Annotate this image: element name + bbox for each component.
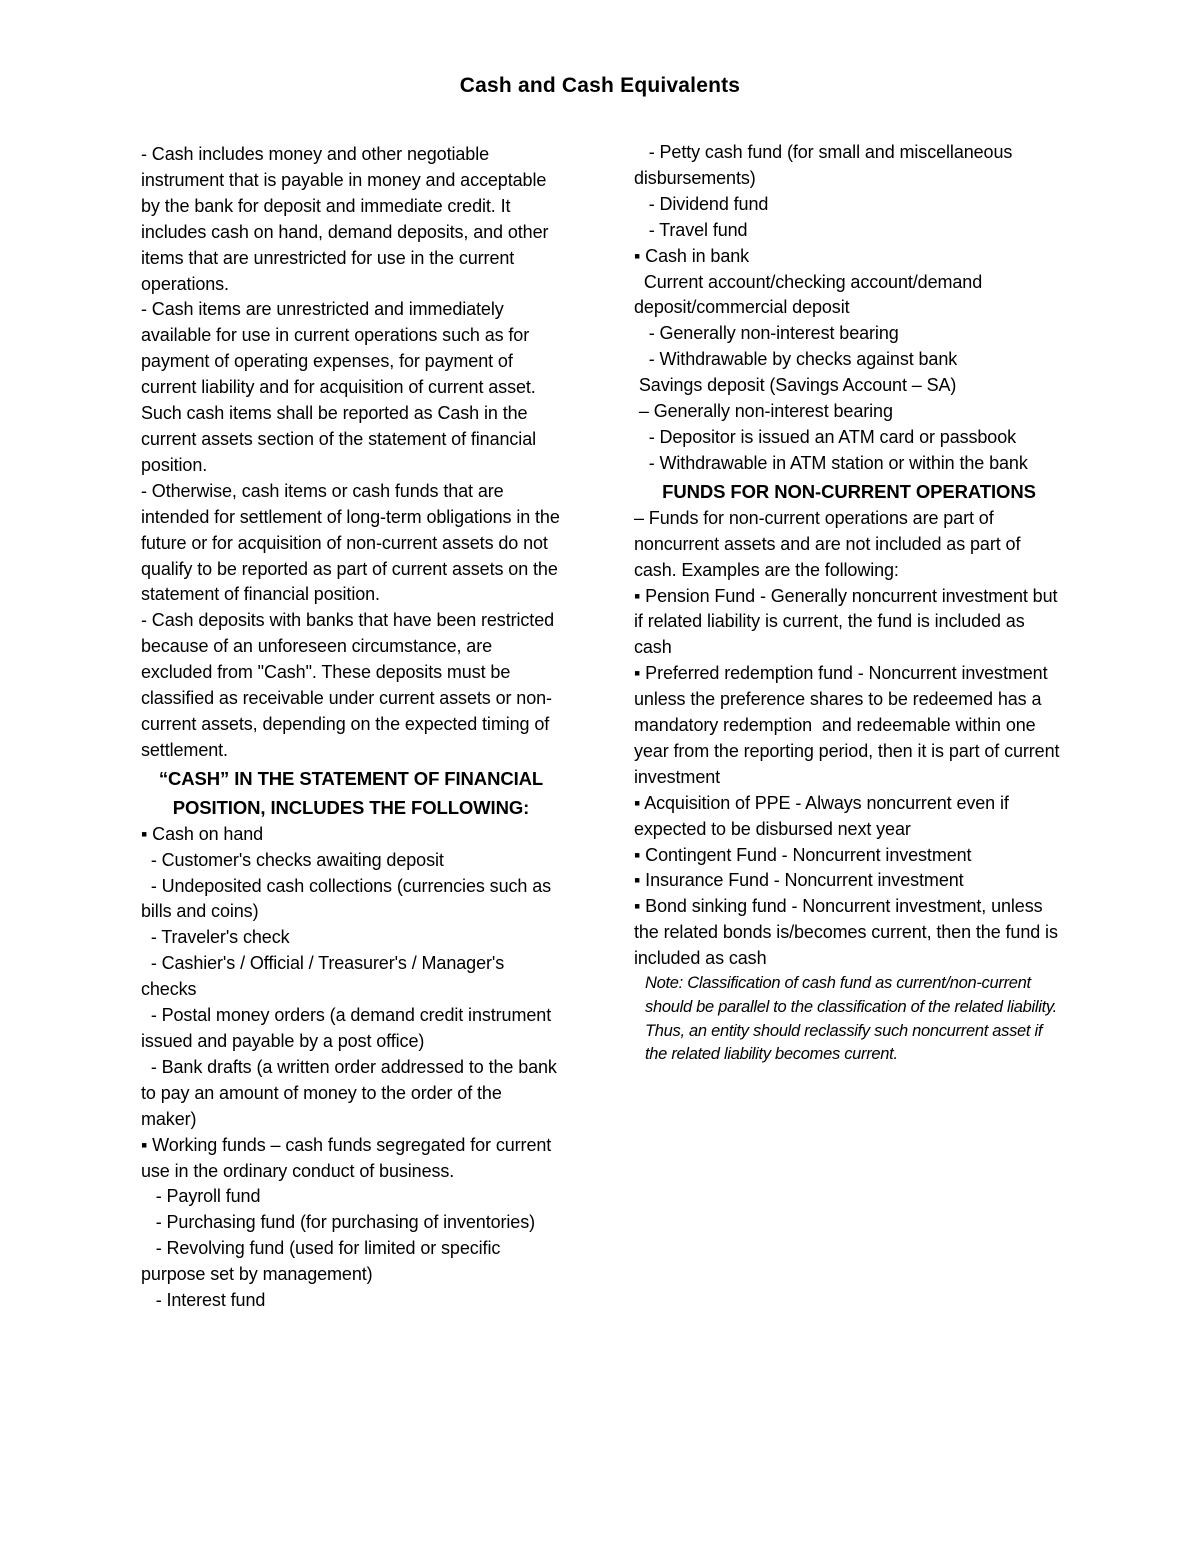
- list-item: - Petty cash fund (for small and miscellaneous disbursements): [634, 142, 1018, 188]
- list-item: - Travel fund: [634, 219, 748, 240]
- list-item: ▪ Insurance Fund - Noncurrent investment: [634, 870, 964, 891]
- section-heading-non-current-funds: FUNDS FOR NON-CURRENT OPERATIONS: [662, 480, 1036, 502]
- list-item: Savings deposit (Savings Account – SA): [634, 375, 957, 396]
- paragraph-restricted-deposits: - Cash deposits with banks that have been restricted because of an unforeseen circumstance, are excluded from "Cash". These deposits must be classified as receivable under current assets or non-current assets, depending on the expected timing of settlement.: [141, 610, 559, 760]
- list-item: - Revolving fund (used for limited or specific purpose set by management): [141, 1238, 506, 1285]
- list-item: - Withdrawable in ATM station or within the bank: [634, 452, 1028, 473]
- list-item: - Purchasing fund (for purchasing of inventories): [141, 1212, 535, 1233]
- list-item: - Dividend fund: [634, 193, 769, 214]
- list-item: ▪ Cash in bank: [634, 245, 750, 266]
- list-item: Current account/checking account/demand deposit/commercial deposit: [634, 271, 988, 318]
- right-column: [634, 140, 1064, 1067]
- list-item: - Depositor is issued an ATM card or passbook: [634, 426, 1017, 447]
- list-item: - Generally non-interest bearing: [634, 323, 899, 344]
- list-item: – Generally non-interest bearing: [634, 401, 893, 422]
- list-item: - Cashier's / Official / Treasurer's / Manager's checks: [141, 953, 510, 1000]
- list-item: ▪ Contingent Fund - Noncurrent investment: [634, 844, 972, 865]
- classification-note: Note: Classification of cash fund as current/non-current should be parallel to the classification of the related liability. Thus, an entity should reclassify such noncurrent asset if the related liability becomes current.: [645, 974, 1062, 1064]
- list-item: - Withdrawable by checks against bank: [634, 349, 958, 370]
- list-item: - Payroll fund: [141, 1186, 261, 1207]
- document-title: Cash and Cash Equivalents: [459, 74, 741, 97]
- list-item: - Interest fund: [141, 1290, 266, 1311]
- list-item: ▪ Working funds – cash funds segregated for current use in the ordinary conduct of business.: [141, 1134, 557, 1181]
- section-heading-cash-includes: “CASH” IN THE STATEMENT OF FINANCIAL POSITION, INCLUDES THE FOLLOWING:: [158, 767, 544, 818]
- list-item: - Traveler's check: [141, 927, 290, 948]
- paragraph-cash-definition: - Cash includes money and other negotiable instrument that is payable in money and acceptable by the bank for deposit and immediate credit. It includes cash on hand, demand deposits, and other items that are unrestricted for use in the current operations.: [141, 144, 554, 294]
- list-item: ▪ Bond sinking fund - Noncurrent investment, unless the related bonds is/becomes current, then the fund is included as cash: [634, 896, 1063, 969]
- left-column: [141, 142, 565, 1314]
- list-item: - Postal money orders (a demand credit instrument issued and payable by a post office): [141, 1005, 556, 1051]
- list-item: ▪ Acquisition of PPE - Always noncurrent even if expected to be disbursed next year: [634, 792, 1014, 839]
- paragraph-long-term-funds: - Otherwise, cash items or cash funds that are intended for settlement of long-term obligations in the future or for acquisition of non-current assets do not qualify to be reported as part of current assets on the statement of financial position.: [141, 480, 565, 605]
- list-item: - Bank drafts (a written order addressed to the bank to pay an amount of money to the order of the maker): [141, 1056, 562, 1129]
- list-item: ▪ Cash on hand: [141, 823, 264, 844]
- list-item: - Undeposited cash collections (currencies such as bills and coins): [141, 875, 556, 922]
- list-item: ▪ Pension Fund - Generally noncurrent investment but if related liability is current, the fund is included as cash: [634, 585, 1063, 658]
- list-item: – Funds for non-current operations are part of noncurrent assets and are not included as part of cash. Examples are the following:: [634, 507, 1026, 580]
- paragraph-cash-items: - Cash items are unrestricted and immediately available for use in current operations such as for payment of operating expenses, for payment of current liability and for acquisition of current asset. Such cash items shall be reported as Cash in the current assets section of the statement of financial position.: [141, 299, 541, 475]
- list-item: - Customer's checks awaiting deposit: [141, 849, 444, 870]
- list-item: ▪ Preferred redemption fund - Noncurrent investment unless the preference shares to be redeemed has a mandatory redemption and redeemable within one year from the reporting period, then it is part of current investment: [634, 663, 1065, 787]
